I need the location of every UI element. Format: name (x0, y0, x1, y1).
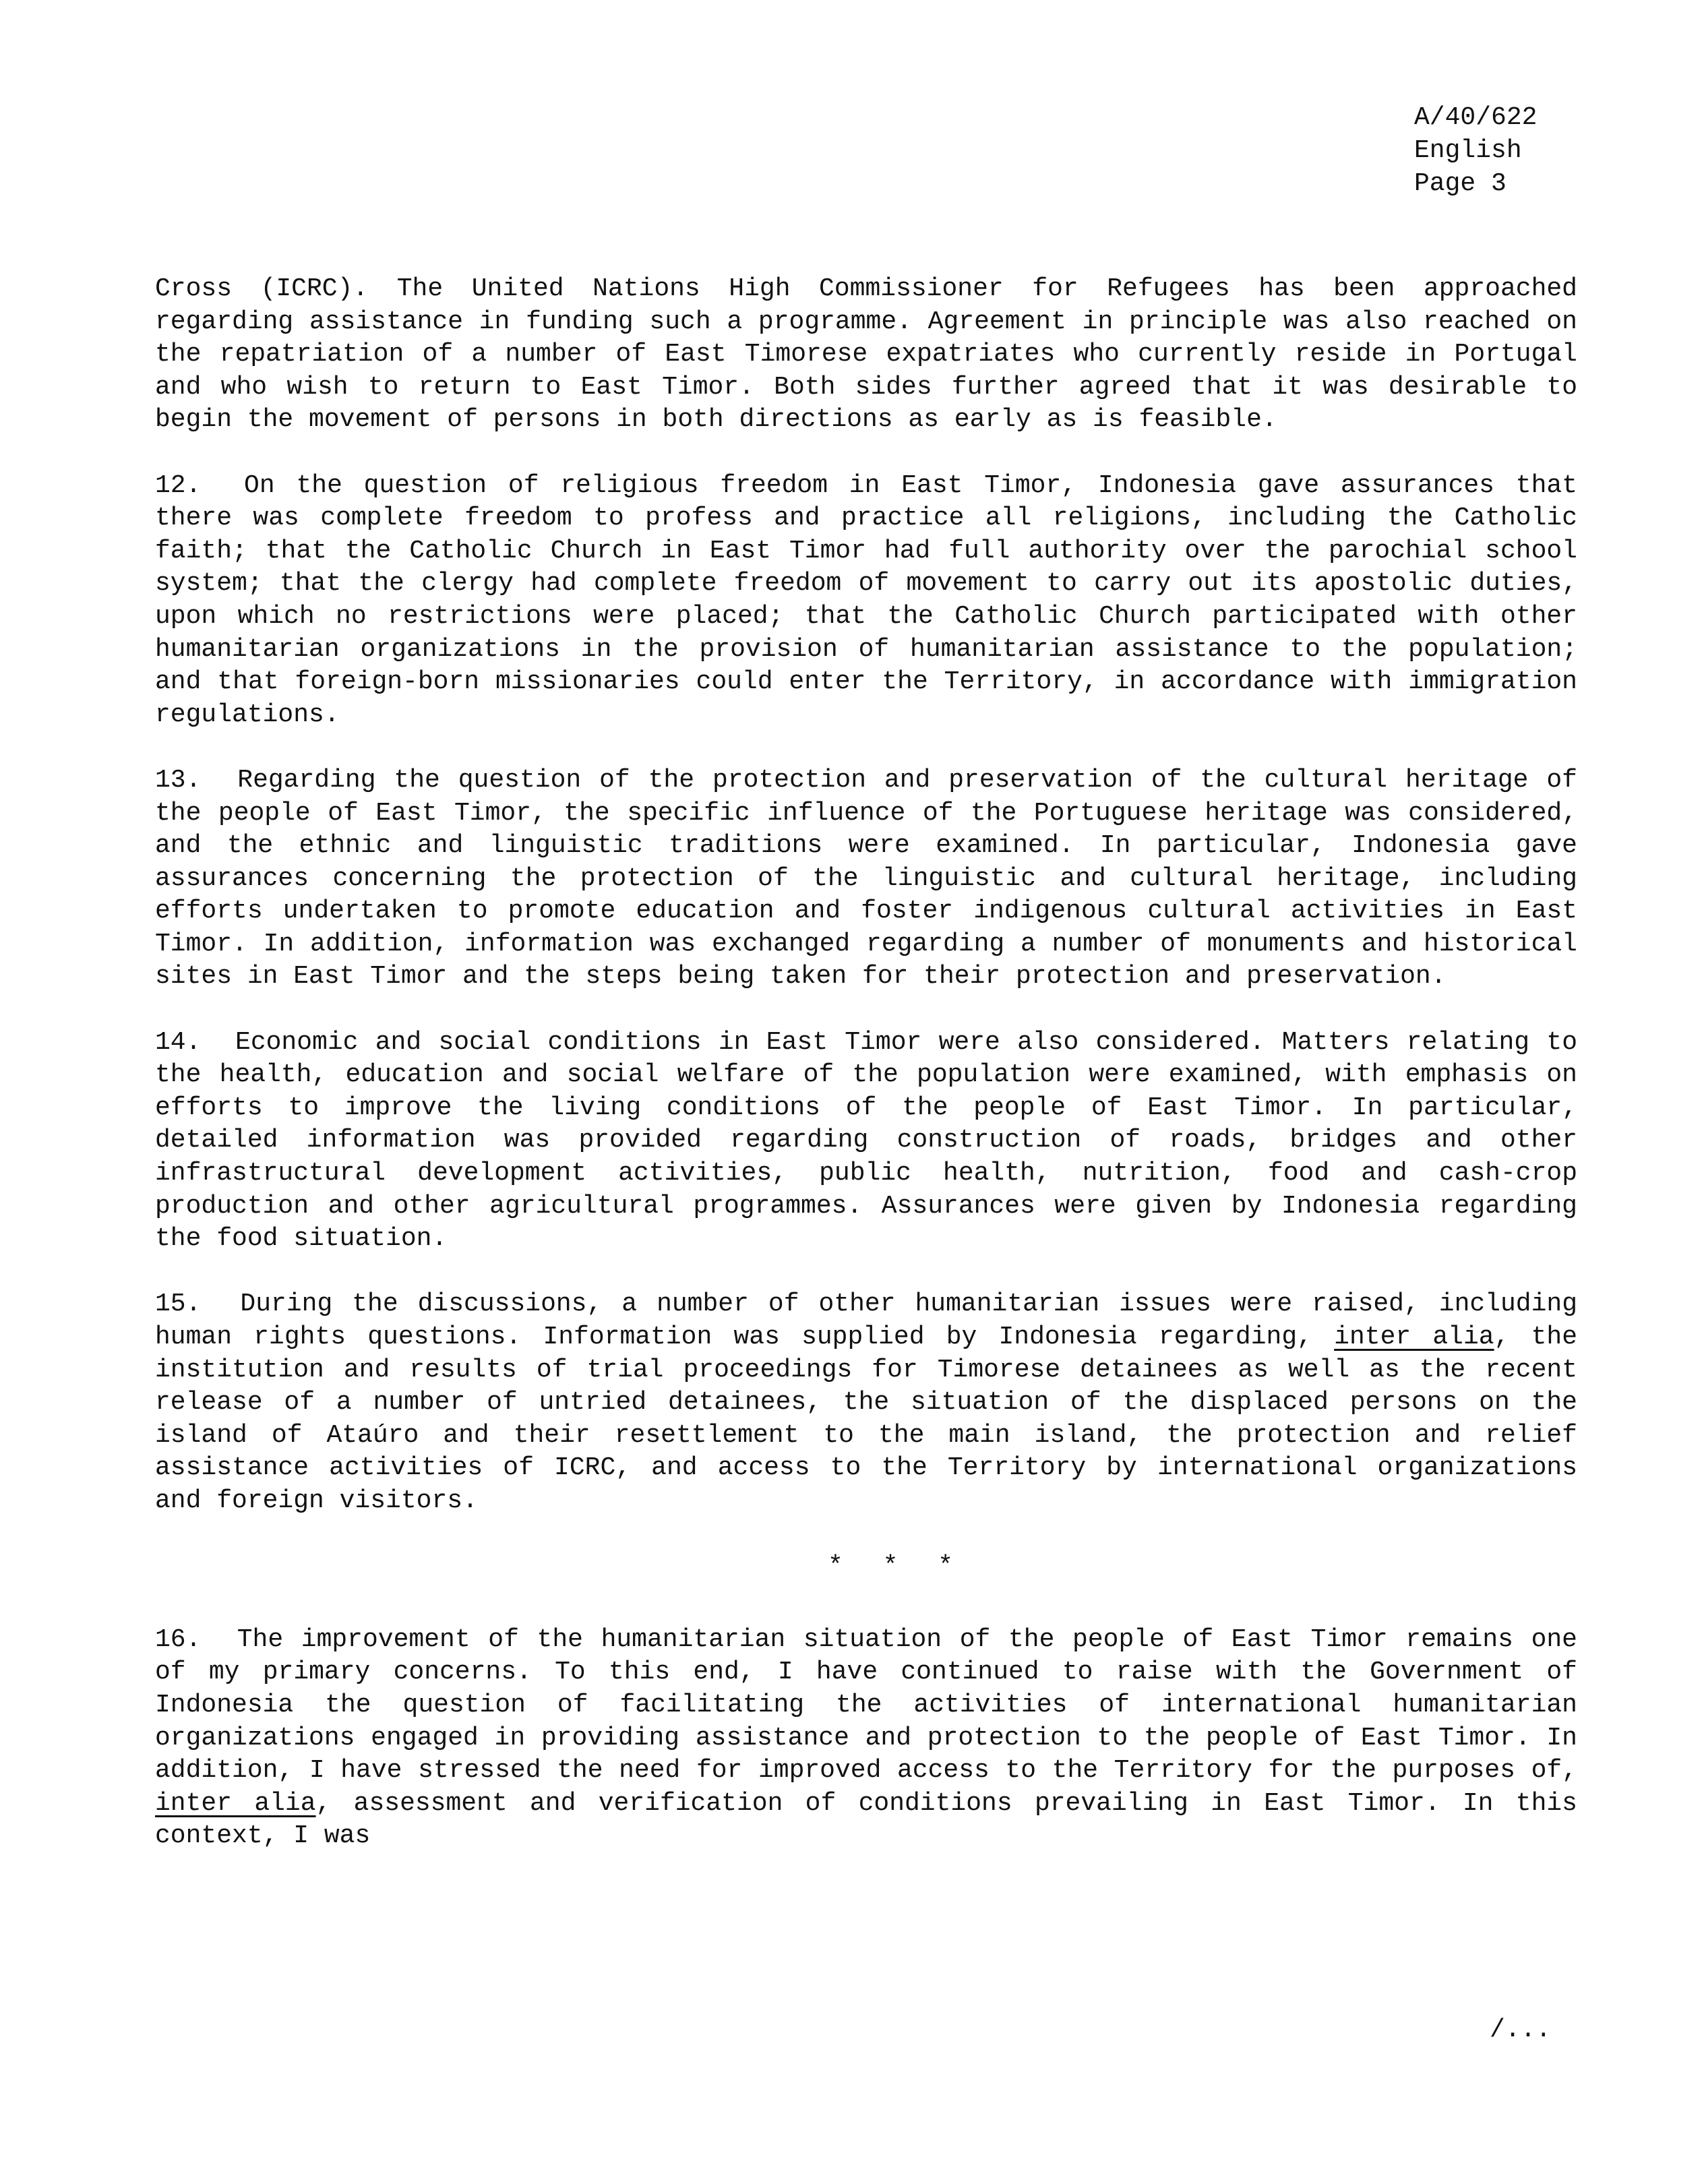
paragraph-text-a: The improvement of the humanitarian situation of the people of East Timor remains one of my primary concerns. To this end, I have continued to raise with the Government of Indonesia the question of facilitating the activities of international humanitarian organizations engaged in providing assistance and protection to the people of East Timor. In addition, I have stressed the need for improved access to the Territory for the purposes of, (155, 1625, 1577, 1786)
paragraph-number: 16. (155, 1625, 202, 1654)
paragraph-number: 14. (155, 1027, 202, 1057)
paragraph-text: On the question of religious freedom in East Timor, Indonesia gave assurances that there was complete freedom to profess and practice all religions, including the Catholic faith; that the Catholic Church in East Timor had full authority over the parochial school system; that the clergy had complete freedom of movement to carry out its apostolic duties, upon which no restrictions were placed; that the Catholic Church participated with other humanitarian organizations in the provision of humanitarian assistance to the population; and that foreign-born missionaries could enter the Territory, in accordance with immigration regulations. (155, 471, 1578, 729)
emphasis-inter-alia: inter alia (155, 1788, 316, 1818)
paragraph-text: Regarding the question of the protection and preservation of the cultural heritage of the people of East Timor, the specific influence of the Portuguese heritage was considered, and the ethnic and linguistic traditions were examined. In particular, Indonesia gave assurances concerning the protection of the linguistic and cultural heritage, including efforts undertaken to promote education and foster indigenous cultural activities in East Timor. In addition, information was exchanged regarding a number of monuments and historical sites in East Timor and the steps being taken for their protection and preservation. (155, 765, 1577, 992)
section-separator: * * * (827, 1552, 966, 1581)
paragraph-14 (155, 1027, 1577, 1256)
paragraph-text-b: , the institution and results of trial proceedings for Timorese detainees as well as the recent release of a number of untried detainees, the situation of the displaced persons on the island of Ataúro and their resettlement to the main island, the protection and relief assistance activities of ICRC, and access to the Territory by international organizations and foreign visitors. (155, 1323, 1577, 1515)
paragraph-text: Economic and social conditions in East Timor were also considered. Matters relating to the health, education and social welfare of the population were examined, with emphasis on efforts to improve the living conditions of the people of East Timor. In particular, detailed information was provided regarding construction of roads, bridges and other infrastructural development activities, public health, nutrition, food and cash-crop production and other agricultural programmes. Assurances were given by Indonesia regarding the food situation. (155, 1027, 1578, 1254)
document-header (1414, 101, 1537, 200)
document-language: English (1414, 136, 1522, 165)
page-number: Page 3 (1414, 169, 1507, 198)
document-symbol: A/40/622 (1414, 103, 1538, 132)
paragraph-13 (155, 764, 1577, 994)
paragraph-12 (155, 470, 1577, 732)
paragraph-16 (155, 1624, 1577, 1853)
emphasis-inter-alia: inter alia (1334, 1323, 1494, 1352)
paragraph-text-a: During the discussions, a number of other humanitarian issues were raised, including human rights questions. Information was supplied by Indonesia regarding, (155, 1290, 1578, 1352)
paragraph-text-b: , assessment and verification of conditions prevailing in East Timor. In this context, I was (155, 1788, 1577, 1851)
paragraph-number: 12. (155, 471, 202, 500)
paragraph-11-continued: Cross (ICRC). The United Nations High Commissioner for Refugees has been approached regarding assistance in funding such a programme. Agreement in principle was also reached on the repatriation of a number of East Timorese expatriates who currently reside in Portugal and who wish to return to East Timor. Both sides further agreed that it was desirable to begin the movement of persons in both directions as early as is feasible. (155, 274, 1577, 435)
continued-marker: /... (1490, 2015, 1552, 2044)
paragraph-15 (155, 1288, 1577, 1517)
paragraph-number: 13. (155, 765, 202, 795)
paragraph-number: 15. (155, 1290, 202, 1319)
document-body (155, 273, 1577, 1886)
